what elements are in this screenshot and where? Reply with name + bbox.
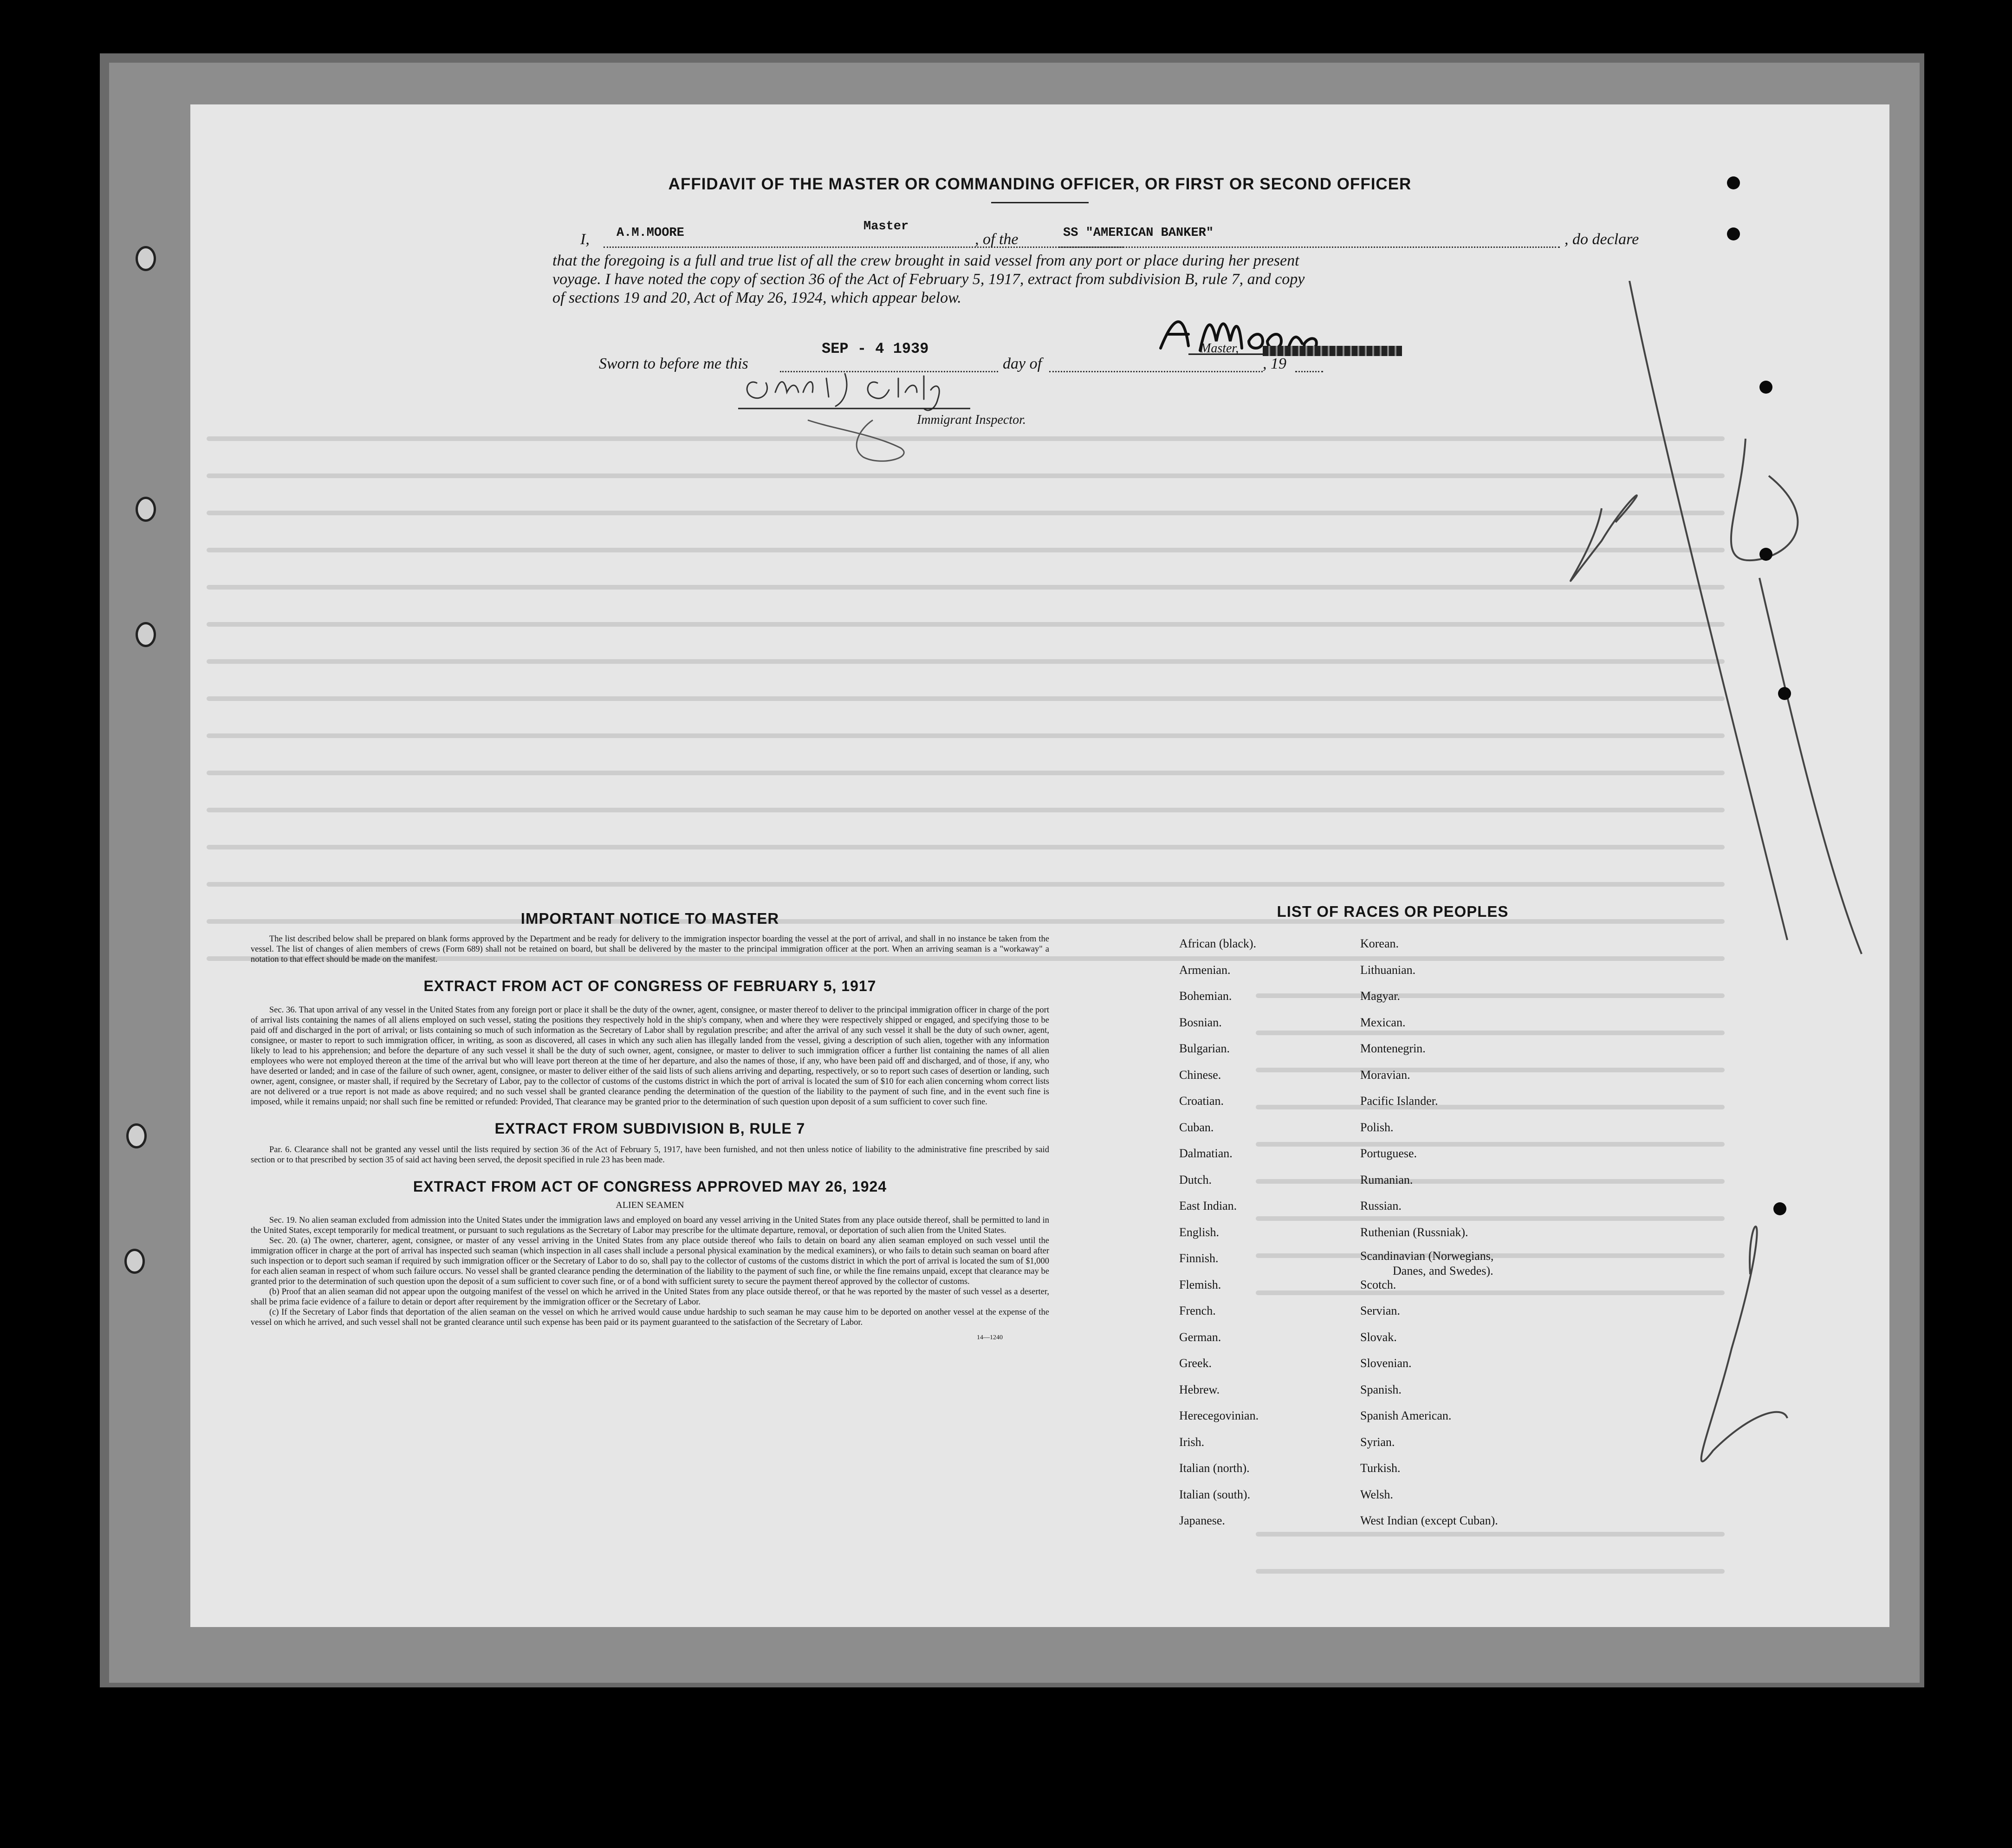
affidavit-of-the: , of the [975,231,1019,248]
extract-1924-title: EXTRACT FROM ACT OF CONGRESS APPROVED MAY 26, 1924 [413,1178,887,1195]
race-item: French. [1179,1304,1216,1317]
race-item: Spanish American. [1360,1409,1452,1422]
affidavit-line-2: that the foregoing is a full and true list of all the crew brought in said vessel from any port or place during her present [552,252,1299,269]
extract-1924-subtitle: ALIEN SEAMEN [616,1200,684,1210]
race-item: Syrian. [1360,1435,1395,1449]
vessel-name: SS "AMERICAN BANKER" [1063,226,1214,240]
month-line [1049,355,1263,372]
race-item: Bohemian. [1179,989,1232,1003]
race-item: Montenegrin. [1360,1042,1426,1055]
race-item: Welsh. [1360,1487,1393,1501]
binder-hole [1727,176,1740,189]
race-item: Slovenian. [1360,1356,1412,1370]
race-item: Korean. [1360,937,1399,950]
race-item: Hebrew. [1179,1382,1220,1396]
binder-hole [124,1249,145,1274]
year-line [1295,355,1323,372]
race-item: German. [1179,1330,1221,1344]
day-of: day of [1003,355,1042,372]
year-prefix: , 19 [1263,355,1286,372]
race-item: Ruthenian (Russniak). [1360,1225,1468,1239]
race-item: Italian (north). [1179,1461,1250,1475]
races-title: LIST OF RACES OR PEOPLES [1277,903,1509,920]
section-20a-text: Sec. 20. (a) The owner, charterer, agent, consignee, or master of any vessel arriving in the United States from any place outside thereof who fails to detain on board any alien seaman employed on such vessel until the immigration officer in charge at the port of arrival has inspected such seaman (which inspection in all cases shall include a personal physical examination by the medical examiners), or who fails to detain such seaman on board after such inspection or to deport such seaman if required by such immigration officer or the Secretary of Labor to do so, shall pay to the collector of customs of the customs district in which the port of arrival is located the sum of $1,000 for each alien seaman in respect of whom such failure occurs. No vessel shall be granted clearance pending the determination of the liability to the payment of such fine, or while the fine remains unpaid, except that clearance may be granted prior to the determination of such question upon the deposit of a sum sufficient to cover such fine, or of a bond with sufficient surety to secure the payment thereof approved by the collector of customs. [251,1236,1049,1286]
race-item: Scandinavian (Norwegians, [1360,1249,1494,1263]
race-item: Moravian. [1360,1068,1410,1082]
race-item: Irish. [1179,1435,1205,1449]
race-item: Portuguese. [1360,1147,1417,1160]
binder-hole [1778,687,1791,700]
race-item: Greek. [1179,1356,1212,1370]
race-item: Lithuanian. [1360,963,1416,977]
sworn-date-stamp: SEP - 4 1939 [822,340,929,357]
race-item: West Indian (except Cuban). [1360,1514,1498,1527]
manifest-page [190,104,1889,1627]
binder-hole [136,622,156,647]
race-item: Dutch. [1179,1173,1212,1187]
extract-rule7-text: Par. 6. Clearance shall not be granted any vessel until the lists required by section 36 of the Act of February 5, 1917, have been furnished, and not then unless notice of liability to the administrative fine prescribed by said section or to that prescribed by section 35 of said act having been served, the deposit specified in rule 23 has been made. [251,1145,1049,1165]
form-number: 14—1240 [977,1334,1003,1341]
race-item-continuation: Danes, and Swedes). [1393,1264,1493,1277]
race-item: Dalmatian. [1179,1147,1233,1160]
extract-1917-title: EXTRACT FROM ACT OF CONGRESS OF FEBRUARY 5, 1917 [423,978,876,994]
races-left-column [1179,931,1259,1534]
affidavit-do-declare: , do declare [1564,231,1639,248]
master-title-typed: Master [863,220,909,233]
race-item: Cuban. [1179,1120,1214,1134]
race-item: Croatian. [1179,1094,1224,1108]
master-label: Master, [1200,341,1239,356]
race-item: Mexican. [1360,1015,1406,1029]
race-item: Turkish. [1360,1461,1401,1475]
notice-text: The list described below shall be prepared on blank forms approved by the Department and be ready for delivery to the immigration inspector boarding the vessel at the port of arrival, and shall in no instance be taken from the vessel. The list of changes of alien members of crews (Form 689) shall not be retained on board, but shall be delivered by the master to the principal immigration officer at the port. When an arriving seaman is a "workaway" a notation to that effect should be made on the manifest. [251,934,1049,964]
race-item: Herecegovinian. [1179,1409,1259,1422]
race-item: Flemish. [1179,1277,1221,1291]
race-item: Italian (south). [1179,1487,1251,1501]
binder-hole [1773,1202,1786,1215]
race-item: Finnish. [1179,1251,1219,1265]
affidavit-i: I, [580,231,590,248]
binder-hole [1727,227,1740,240]
binder-hole [1759,381,1772,394]
binder-hole [1759,548,1772,561]
extract-1917-text: Sec. 36. That upon arrival of any vessel in the United States from any foreign port or place it shall be the duty of the owner, agent, consignee, or master thereof to deliver to the principal immigration officer in charge of the port of arrival lists containing the names of all aliens employed on such vessel, stating the positions they respectively hold in the ship's company, when and where they were respectively shipped or engaged, and specifying those to be paid off and discharged in the port of arrival; or lists containing so much of such information as the Secretary of Labor shall by regulation prescribe; and after the arrival of any such vessel it shall be the duty of such owner, agent, consignee, or master to report to such immigration officer, in writing, as soon as discovered, all cases in which any such alien has illegally landed from the vessel, giving a description of such alien, together with any information likely to lead to his apprehension; and before the departure of any such vessel it shall be the duty of such owner, agent, consignee, or master to deliver to such immigration officer a further list containing the names of all alien employees who were not employed thereon at the time of the arrival but who will leave port thereon at the time of her departure, and also the names of those, if any, who have been paid off and discharged, and of those, if any, who have deserted or landed; and in case of the failure of such owner, agent, consignee, or master to deliver either of the said lists of such aliens arriving and departing, respectively, or so to report such cases of desertion or landing, such owner, agent, consignee, or master shall, if required by the Secretary of Labor, pay to the collector of customs of the customs district in which the port of arrival is located the sum of $10 for each alien concerning whom correct lists are not delivered or a true report is not made as above required; and no such vessel shall be granted clearance pending the determination of the question of the liability to the payment of such fine, and in the event such fine is imposed, while it remains unpaid; nor shall such fine be remitted or refunded: Provided, That clearance may be granted prior to the determination of such question upon deposit of a sum sufficient to cover such fine. [251,1005,1049,1107]
race-item: Chinese. [1179,1068,1221,1082]
affidavit-line-3: voyage. I have noted the copy of section 36 of the Act of February 5, 1917, extract from subdivision B, rule 7, and copy [552,271,1305,288]
binder-hole [136,246,156,271]
race-item: Bulgarian. [1179,1042,1230,1055]
section-19-text: Sec. 19. No alien seaman excluded from admission into the United States under the immigration laws and employed on board any vessel arriving in the United States from any place outside thereof, shall be permitted to land in the United States, except temporarily for medical treatment, or pursuant to such regulations as the Secretary of Labor may prescribe for the ultimate departure, removal, or deportation of such alien from the United States. [251,1216,1049,1235]
race-item: Russian. [1360,1199,1402,1213]
sworn-prefix: Sworn to before me this [599,355,748,372]
affidavit-title: AFFIDAVIT OF THE MASTER OR COMMANDING OFFICER, OR FIRST OR SECOND OFFICER [668,175,1412,193]
affidavit-line-4: of sections 19 and 20, Act of May 26, 1924, which appear below. [552,289,961,306]
race-item: Japanese. [1179,1514,1225,1527]
race-item: Spanish. [1360,1382,1402,1396]
notice-title: IMPORTANT NOTICE TO MASTER [520,910,779,927]
race-item: African (black). [1179,937,1257,950]
title-rule [991,202,1089,203]
binder-hole [126,1123,147,1148]
master-name: A.M.MOORE [617,226,684,240]
section-20c-text: (c) If the Secretary of Labor finds that deportation of the alien seaman on the vessel on which he arrived would cause undue hardship to such seaman he may cause him to be deported on another vessel at the expense of the vessel on which he arrived, and such vessel shall not be granted clearance until such expense has been paid or its payment guaranteed to the satisfaction of the Secretary of Labor. [251,1308,1049,1327]
race-item: Servian. [1360,1304,1400,1317]
race-item: Rumanian. [1360,1173,1413,1187]
race-item: Pacific Islander. [1360,1094,1438,1108]
notice-section [251,910,1049,1342]
race-item: East Indian. [1179,1199,1237,1213]
race-item: Scotch. [1360,1277,1396,1291]
race-item: Slovak. [1360,1330,1397,1344]
race-item: English. [1179,1225,1219,1239]
pencil-annotation [1342,281,1899,1581]
race-item: Bosnian. [1179,1015,1222,1029]
race-item: Armenian. [1179,963,1231,977]
inspector-label: Immigrant Inspector. [917,413,1026,427]
extract-rule7-title: EXTRACT FROM SUBDIVISION B, RULE 7 [494,1120,805,1137]
binder-hole [136,497,156,522]
race-item: Magyar. [1360,989,1400,1003]
race-item: Polish. [1360,1120,1394,1134]
section-20b-text: (b) Proof that an alien seaman did not appear upon the outgoing manifest of the vessel on which he arrived in the United States from any place outside thereof, or that he was reported by the master of such vessel as a deserter, shall be prima facie evidence of a failure to detain or deport after requirement by the immigration officer or the Secretary of Labor. [251,1287,1049,1307]
